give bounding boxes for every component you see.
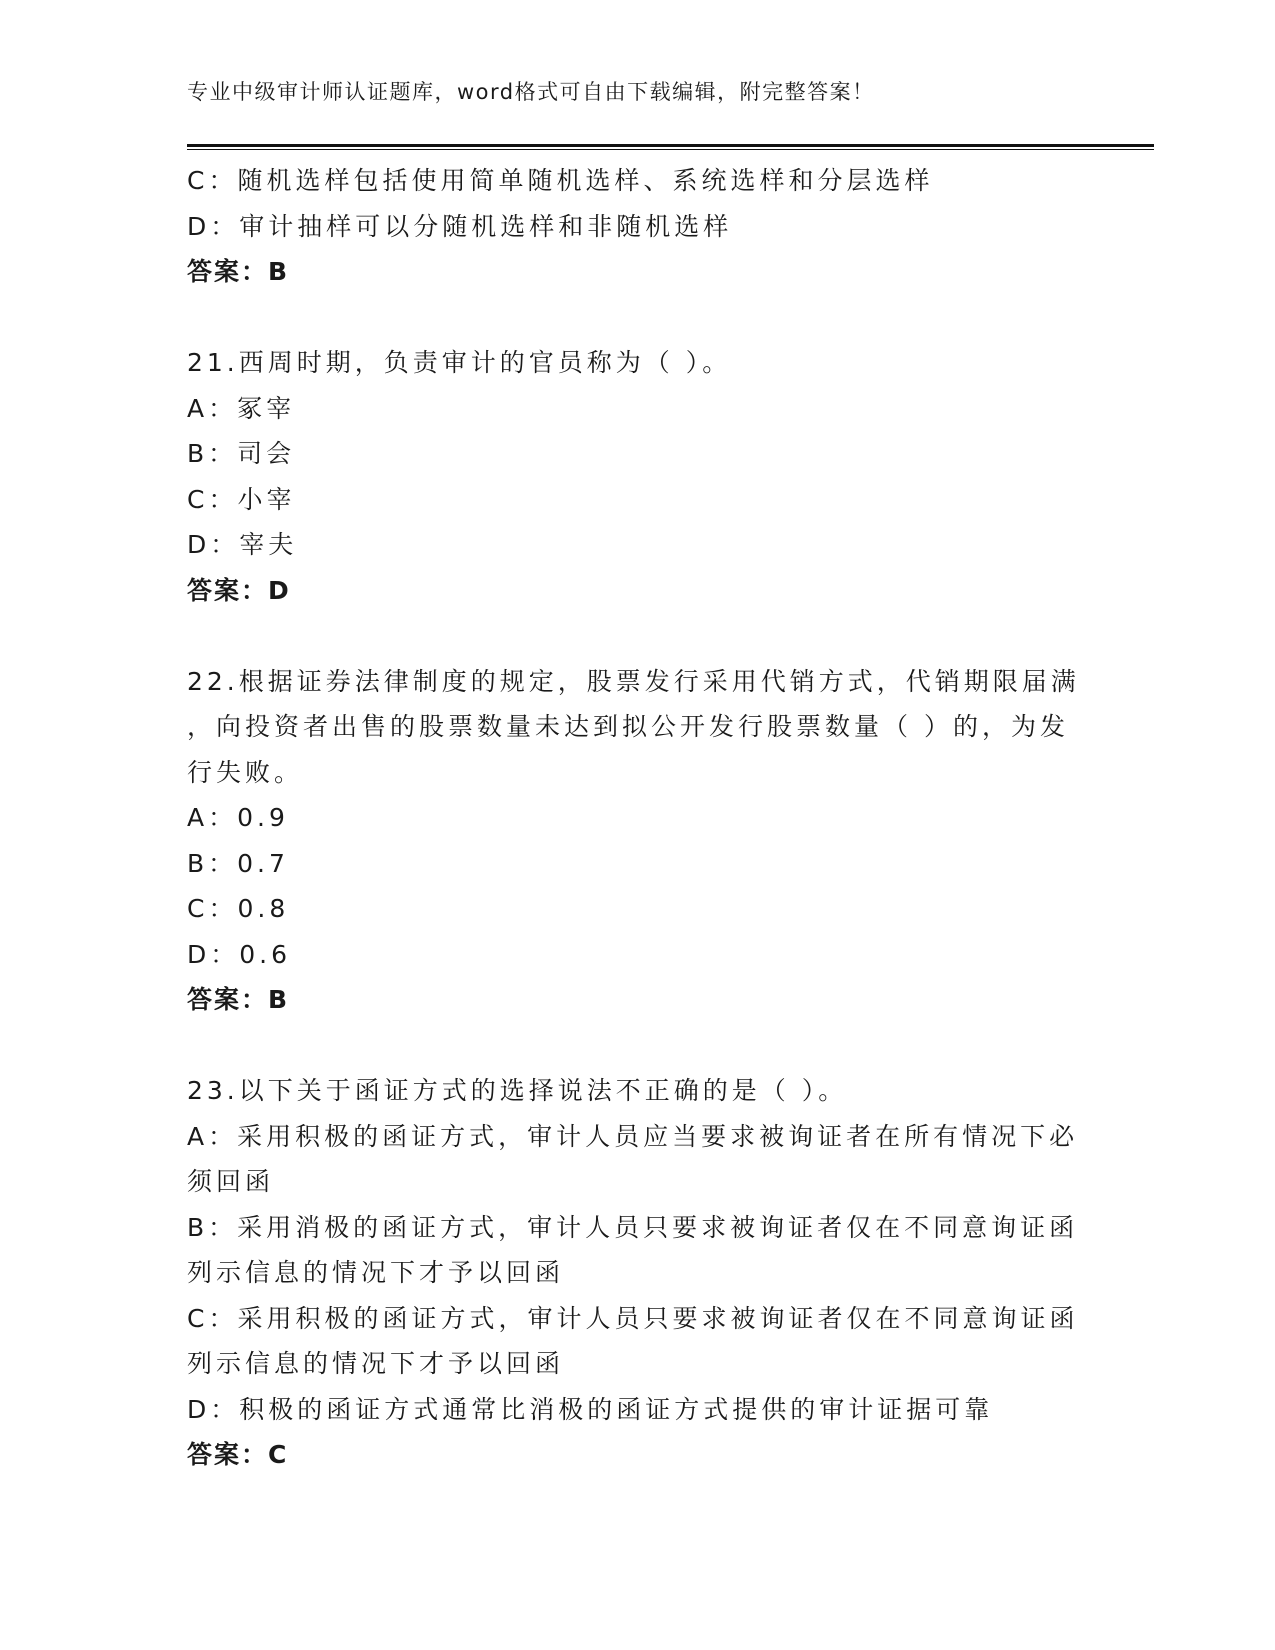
option-label: D： <box>187 1394 240 1424</box>
option-continuation: 列示信息的情况下才予以回函 <box>187 1258 565 1287</box>
option-text: 宰夫 <box>239 530 298 559</box>
header-divider <box>187 144 1154 150</box>
option-text: 随机选样包括使用简单随机选样、系统选样和分层选样 <box>237 166 934 195</box>
spacer <box>187 295 1087 341</box>
option-text: 采用积极的函证方式，审计人员应当要求被询证者在所有情况下必 <box>237 1121 1079 1151</box>
option-line <box>187 1387 1087 1433</box>
option-label: C： <box>187 166 238 195</box>
page-header-text: 专业中级审计师认证题库，word格式可自由下载编辑，附完整答案！ <box>187 80 875 104</box>
option-line <box>187 477 1087 523</box>
option-text: 0.9 <box>237 803 289 832</box>
option-label: A： <box>187 803 238 832</box>
option-text: 0.6 <box>239 939 292 969</box>
option-label: A： <box>187 393 238 423</box>
option-label: C： <box>187 1303 238 1333</box>
answer-line: 答案：B <box>187 985 290 1014</box>
option-text: 冢宰 <box>237 393 296 423</box>
option-line <box>187 522 1087 568</box>
option-line <box>187 1205 1087 1251</box>
option-label: C： <box>187 484 238 514</box>
question-stem: 行失败。 <box>187 757 304 787</box>
option-label: C： <box>187 894 238 923</box>
option-label: D： <box>187 211 240 241</box>
option-line <box>187 158 1087 204</box>
option-text: 审计抽样可以分随机选样和非随机选样 <box>239 211 733 241</box>
option-label: B： <box>187 439 238 468</box>
option-line <box>187 431 1087 477</box>
option-line <box>187 841 1087 887</box>
answer-line: 答案：D <box>187 575 291 605</box>
option-label: D： <box>187 939 240 969</box>
option-text: 采用消极的函证方式，审计人员只要求被询证者仅在不同意询证函 <box>237 1212 1079 1242</box>
option-line <box>187 1296 1087 1342</box>
option-label: D： <box>187 530 240 559</box>
question-stem: 22.根据证券法律制度的规定，股票发行采用代销方式，代销期限届满 <box>187 666 1080 696</box>
option-line <box>187 204 1087 250</box>
question-stem: ，向投资者出售的股票数量未达到拟公开发行股票数量（ ）的，为发 <box>187 712 1069 741</box>
answer-line: 答案：B <box>187 257 290 286</box>
option-label: A： <box>187 1121 238 1151</box>
option-continuation: 须回函 <box>187 1167 275 1196</box>
option-line <box>187 386 1087 432</box>
option-label: B： <box>187 848 238 878</box>
option-continuation: 列示信息的情况下才予以回函 <box>187 1349 565 1378</box>
option-line <box>187 795 1087 841</box>
spacer <box>187 1023 1087 1069</box>
option-line <box>187 932 1087 978</box>
answer-line: 答案：C <box>187 1440 289 1469</box>
option-text: 0.8 <box>237 894 290 923</box>
spacer <box>187 613 1087 659</box>
question-content <box>187 158 1087 1478</box>
question-stem: 21.西周时期，负责审计的官员称为（ ）。 <box>187 348 732 377</box>
option-line <box>187 1114 1087 1160</box>
option-text: 积极的函证方式通常比消极的函证方式提供的审计证据可靠 <box>239 1394 994 1424</box>
option-text: 小宰 <box>237 484 296 514</box>
option-text: 采用积极的函证方式，审计人员只要求被询证者仅在不同意询证函 <box>237 1303 1079 1333</box>
option-label: B： <box>187 1212 238 1242</box>
question-stem: 23.以下关于函证方式的选择说法不正确的是（ ）。 <box>187 1076 848 1105</box>
option-text: 司会 <box>237 439 296 468</box>
option-text: 0.7 <box>237 848 289 878</box>
option-line <box>187 886 1087 932</box>
